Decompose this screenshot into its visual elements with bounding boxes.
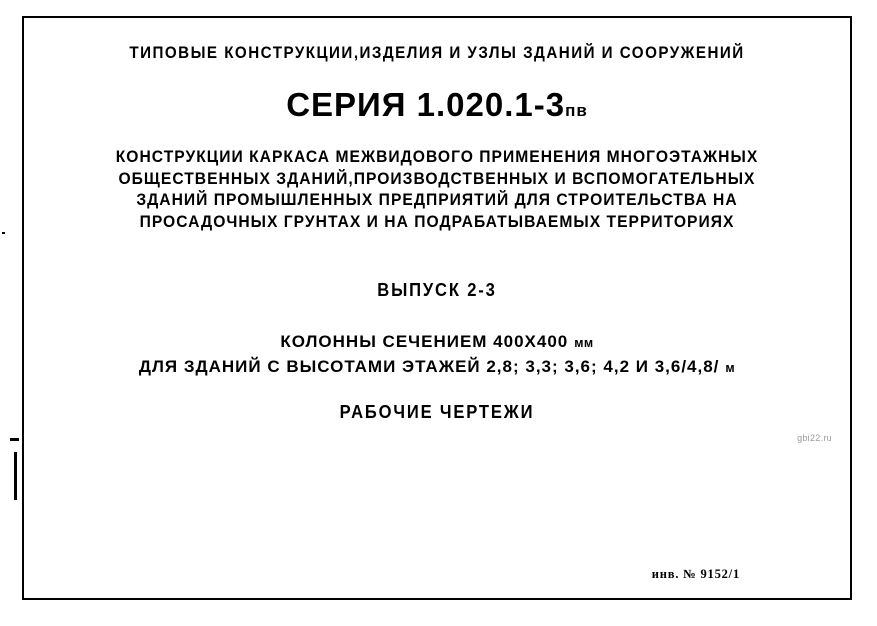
description-block bbox=[24, 146, 850, 232]
series-number: СЕРИЯ 1.020.1-3 bbox=[286, 86, 566, 123]
storey-heights-text: ДЛЯ ЗДАНИЙ С ВЫСОТАМИ ЭТАЖЕЙ 2,8; 3,3; 3,6; 4,2 И 3,6/4,8/ bbox=[138, 357, 720, 376]
series-title bbox=[24, 86, 850, 124]
description-line: ЗДАНИЙ ПРОМЫШЛЕННЫХ ПРЕДПРИЯТИЙ ДЛЯ СТРОИТЕЛЬСТВА НА bbox=[136, 190, 738, 209]
watermark-label: gbi22.ru bbox=[797, 433, 832, 443]
inventory-number: инв. № 9152/1 bbox=[651, 567, 740, 581]
columns-spec-block bbox=[24, 330, 850, 380]
storey-heights-line bbox=[24, 355, 850, 380]
title-block-content bbox=[24, 18, 850, 598]
series-suffix: пв bbox=[565, 101, 588, 120]
description-line: ПРОСАДОЧНЫХ ГРУНТАХ И НА ПОДРАБАТЫВАЕМЫХ ТЕРРИТОРИЯХ bbox=[139, 211, 735, 231]
document-category-heading: ТИПОВЫЕ КОНСТРУКЦИИ,ИЗДЕЛИЯ И УЗЛЫ ЗДАНИЙ И СООРУЖЕНИЙ bbox=[129, 44, 745, 62]
issue-label: ВЫПУСК 2-3 bbox=[377, 280, 497, 300]
columns-section-text: КОЛОННЫ СЕЧЕНИЕМ 400Х400 bbox=[280, 332, 569, 351]
storey-heights-unit: м bbox=[725, 361, 736, 375]
working-drawings-label: РАБОЧИЕ ЧЕРТЕЖИ bbox=[339, 402, 535, 422]
columns-section-line bbox=[24, 330, 850, 355]
drawing-frame bbox=[22, 16, 852, 600]
columns-section-unit: мм bbox=[574, 336, 594, 350]
description-line: ОБЩЕСТВЕННЫХ ЗДАНИЙ,ПРОИЗВОДСТВЕННЫХ И ВСПОМОГАТЕЛЬНЫХ bbox=[118, 168, 756, 188]
scan-artifact-mark bbox=[2, 232, 5, 234]
scan-artifact-mark bbox=[10, 438, 19, 441]
scan-artifact-mark bbox=[14, 452, 17, 500]
description-line: КОНСТРУКЦИИ КАРКАСА МЕЖВИДОВОГО ПРИМЕНЕНИЯ МНОГОЭТАЖНЫХ bbox=[115, 147, 759, 166]
